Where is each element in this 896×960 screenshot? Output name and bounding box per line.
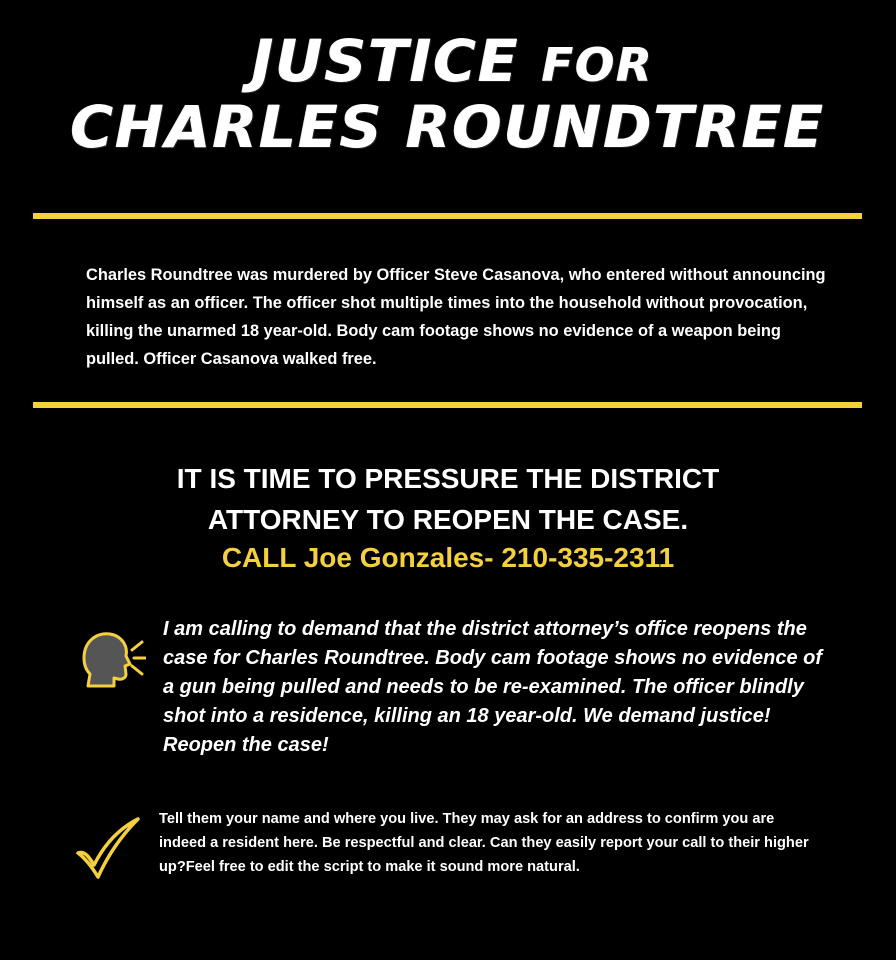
story-paragraph: Charles Roundtree was murdered by Officer Steve Casanova, who entered without announcing himself as an officer. The officer shot multiple times into the household without provocation, killing the unarmed 18 year-old. Body cam footage shows no evidence of a weapon being pulled. Officer Casanova walked free. xyxy=(86,266,826,368)
title-word-for: FOR xyxy=(542,38,654,92)
headline-line-1: IT IS TIME TO PRESSURE THE DISTRICT xyxy=(176,463,720,494)
headline-line-2: ATTORNEY TO REOPEN THE CASE. xyxy=(207,504,689,535)
call-script: I am calling to demand that the district attorney’s office reopens the case for Charles Roundtree. Body cam footage shows no evidence of a gun being pulled and needs to be re-examined. The officer blindly shot into a residence, killing an 18 year-old. We demand justice! Reopen the case! xyxy=(163,618,823,756)
call-to-action: CALL Joe Gonzales- 210-335-2311 xyxy=(221,542,675,573)
title-line-1 xyxy=(10,27,896,95)
title-line-2: CHARLES ROUNDTREE xyxy=(70,93,826,161)
title-word-justice: JUSTICE xyxy=(252,27,520,95)
bottom-divider xyxy=(33,402,862,408)
headline xyxy=(0,458,896,540)
speaking-head-icon xyxy=(74,628,146,690)
poster-title xyxy=(0,27,896,161)
top-divider xyxy=(33,213,862,219)
calling-tips: Tell them your name and where you live. They may ask for an address to confirm you are indeed a resident here. Be respectful and clear. Can they easily report your call to their higher up?Feel free to edit the script to make it sound more natural. xyxy=(159,811,809,875)
checkmark-icon xyxy=(74,815,142,881)
